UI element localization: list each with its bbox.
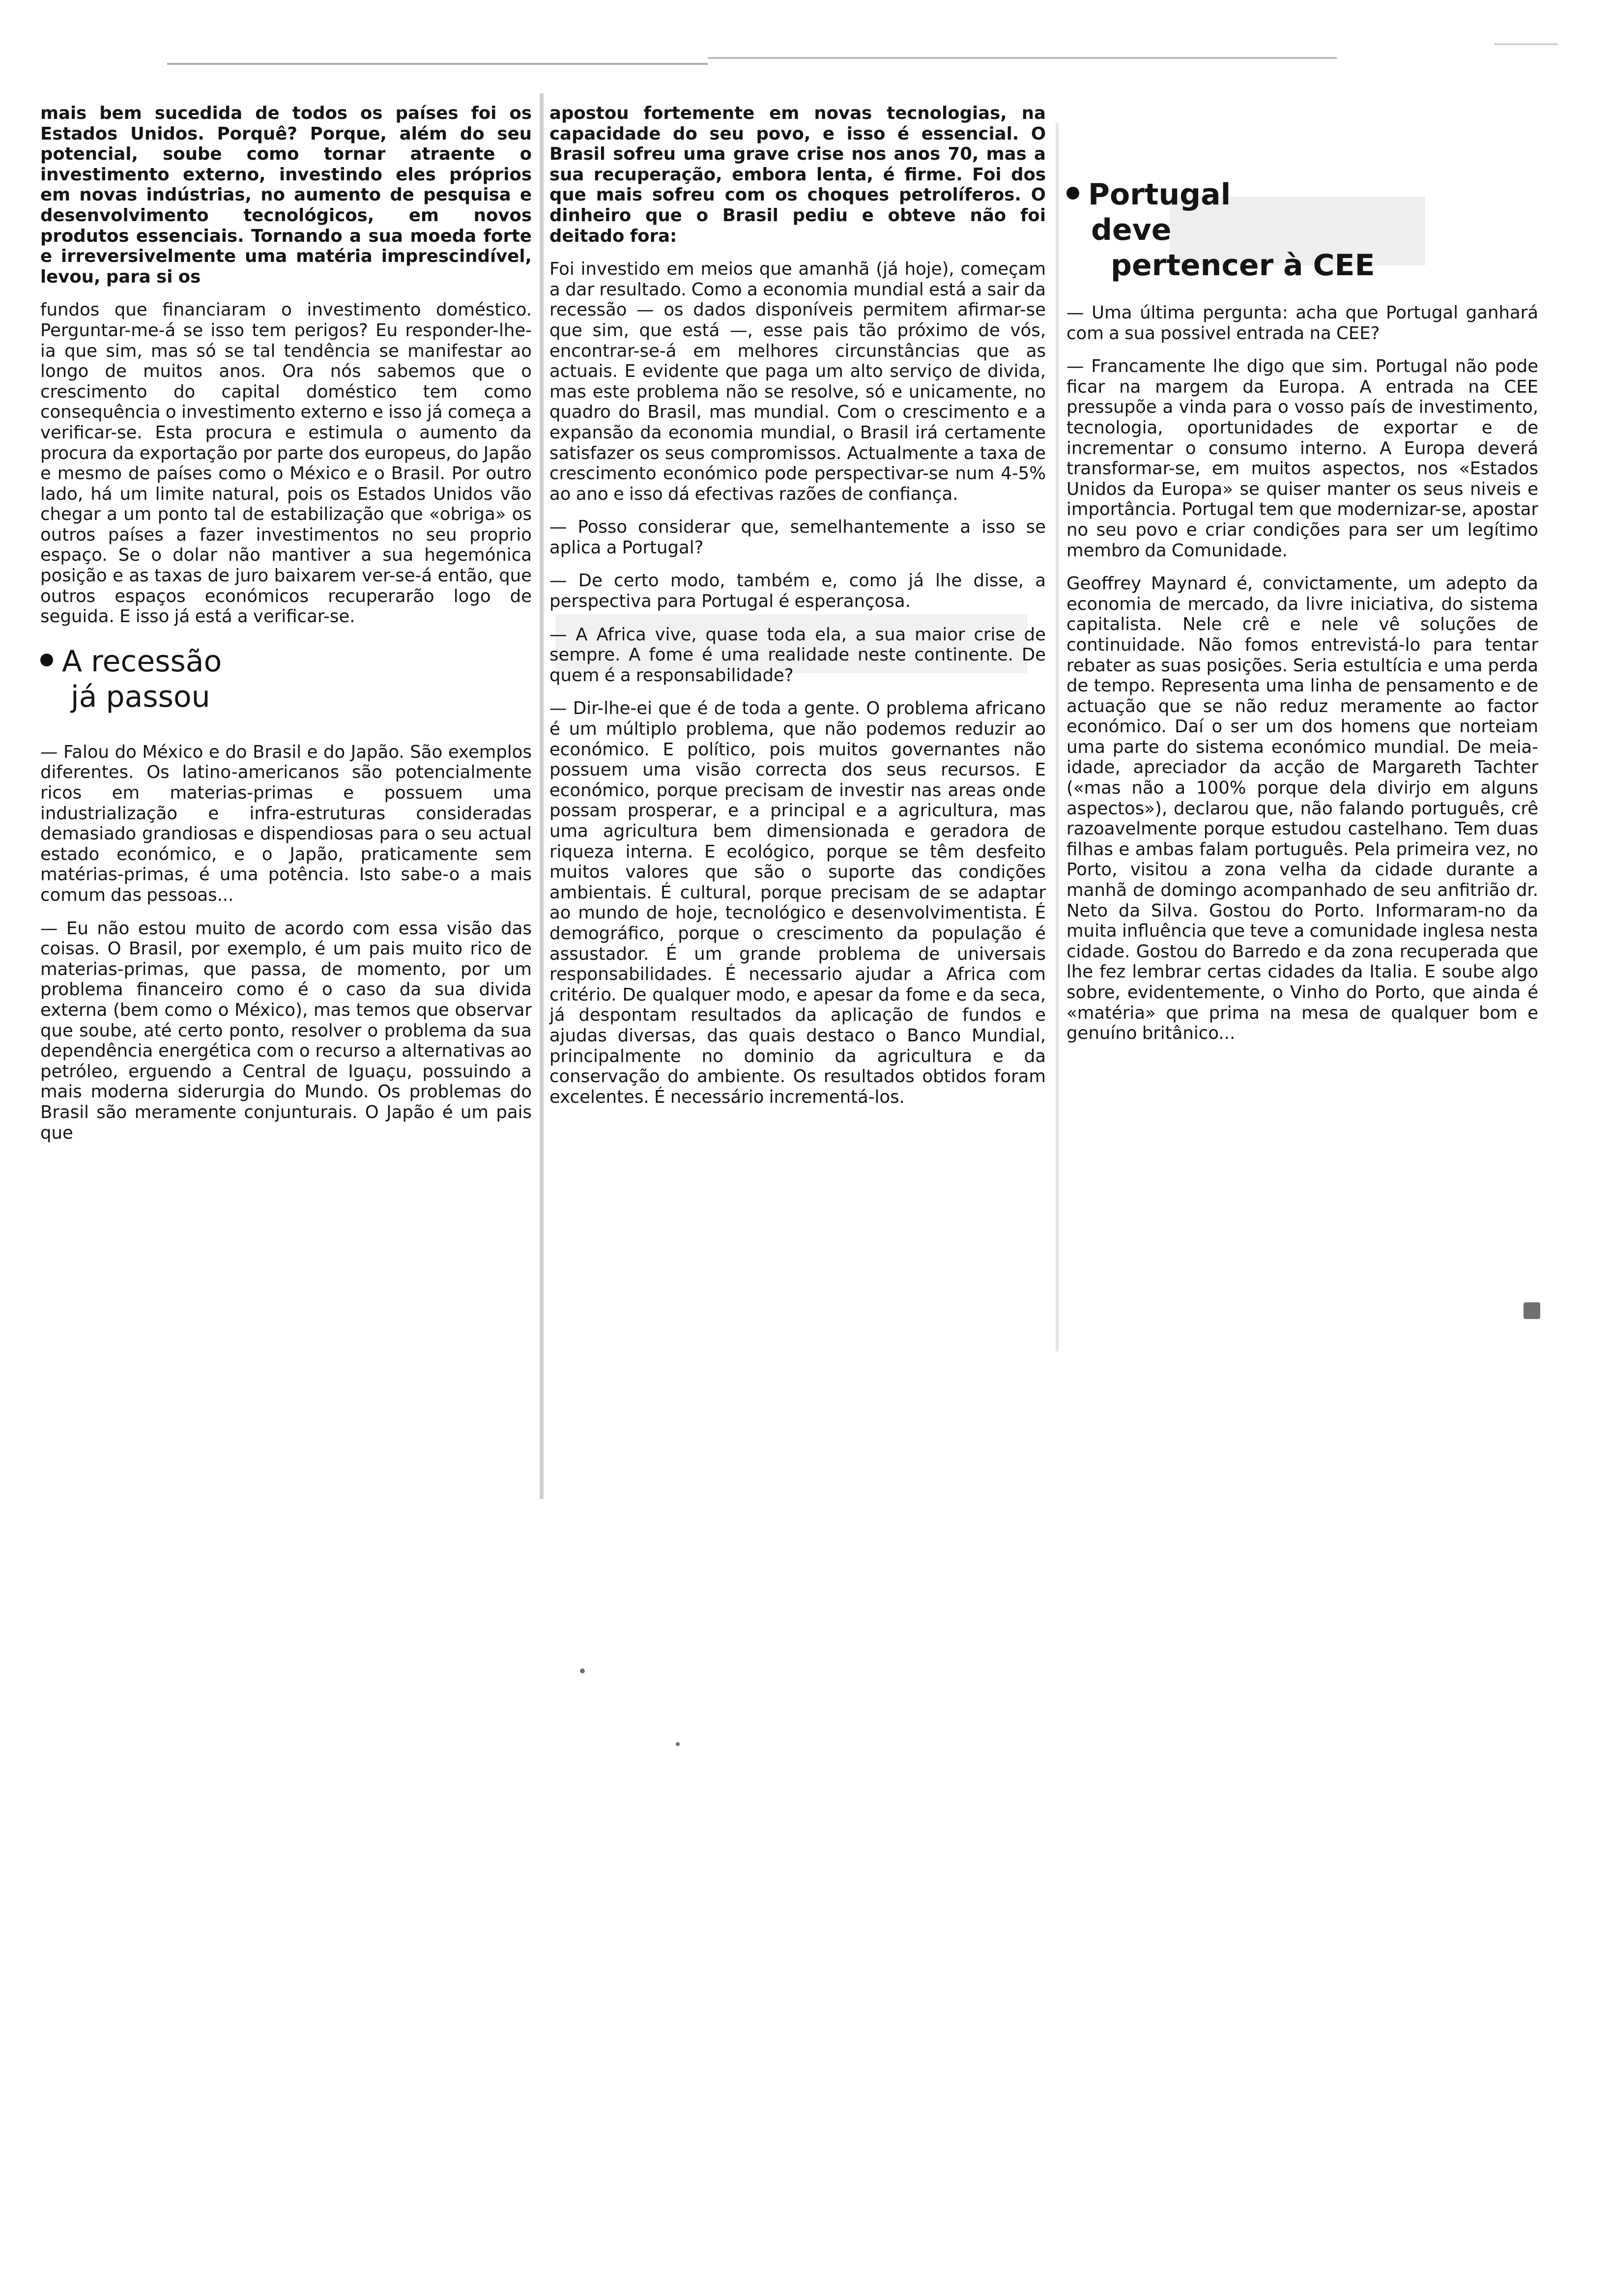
paragraph: fundos que financiaram o investimento doméstico. Perguntar-me-á se isso tem perigos? Eu responder-lhe-ia que sim, mas só se tal tendência se manifestar ao longo de muitos anos. Ora nós sabemos que o crescimento do capital doméstico tem como consequência o investimento externo e isso já começa a verificar-se. Esta procura e estimula o aumento da procura da exportação por parte dos europeus, do Japão e mesmo de países como o México e o Brasil. Por outro lado, há um limite natural, pois os Estados Unidos vão chegar a um ponto tal de estabilização que «obriga» os outros países a fazer investimentos no seu proprio espaço. Se o dolar não mantiver a sua hegemónica posição e as taxas de juro baixarem ver-se-á então, que outros espaços económicos recuperarão logo de seguida. E isso já está a verificar-se.	[40, 300, 532, 627]
paragraph: — A Africa vive, quase toda ela, a sua maior crise de sempre. A fome é uma realidade neste continente. De quem é a responsabilidade?	[549, 624, 1046, 686]
paragraph: — Uma última pergunta: acha que Portugal ganhará com a sua possivel entrada na CEE?	[1066, 303, 1538, 344]
paragraph: — Falou do México e do Brasil e do Japão. São exemplos diferentes. Os latino-americanos são potencialmente ricos em materias-primas e possuem uma industrialização e infra-estruturas consideradas demasiado grandiosas e dispendiosas para o seu actual estado económico, e o Japão, praticamente sem matérias-primas, é uma potência. Isto sabe-o a mais comum das pessoas...	[40, 742, 532, 905]
paragraph: — Posso considerar que, semelhantemente a isso se aplica a Portugal?	[549, 517, 1046, 558]
paragraph: — De certo modo, também e, como já lhe disse, a perspectiva para Portugal é esperançosa.	[549, 571, 1046, 612]
paragraph: mais bem sucedida de todos os países foi os Estados Unidos. Porquê? Porque, além do seu potencial, soube como tornar atraente o investimento externo, investindo eles próprios em novas indústrias, no aumento de pesquisa e desenvolvimento tecnológicos, em novos produtos essenciais. Tornando a sua moeda forte e irreversivelmente uma matéria imprescindível, levou, para si os	[40, 103, 532, 287]
column-2	[549, 103, 1046, 1120]
paragraph: — Francamente lhe digo que sim. Portugal não pode ficar na margem da Europa. A entrada na CEE pressupõe a vinda para o vosso país de investimento, tecnologia, oportunidades de exportar e de incrementar o consumo interno. A Europa deverá transformar-se, em muitos aspectos, nos «Estados Unidos da Europa» se quiser manter os seus niveis e importância. Portugal tem que modernizar-se, apostar no seu povo e criar condições para ser um legítimo membro da Comunidade.	[1066, 356, 1538, 561]
section-heading	[40, 644, 532, 715]
paragraph: apostou fortemente em novas tecnologias, na capacidade do seu povo, e isso é essencial. O Brasil sofreu uma grave crise nos anos 70, mas a sua recuperação, embora lenta, é firme. Foi dos que mais sofreu com os choques petrolíferos. O dinheiro que o Brasil pediu e obteve não foi deitado fora:	[549, 103, 1046, 246]
heading-line: já passou	[71, 679, 210, 714]
column-3	[1066, 177, 1538, 1057]
heading-line: A recessão	[62, 644, 222, 679]
paragraph: — Dir-lhe-ei que é de toda a gente. O problema africano é um múltiplo problema, que não podemos reduzir ao económico. E político, pois muitos governantes não possuem uma visão correcta dos seus recursos. E económico, porque precisam de investir nas areas onde possam prosperar, e a principal e a agricultura, mas uma agricultura bem dimensionada e geradora de riqueza interna. E ecológico, porque se têm desfeito muitos valores que são o suporte das condições ambientais. É cultural, porque precisam de se adaptar ao mundo de hoje, tecnológico e desenvolvimentista. É demográfico, porque o crescimento da população é assustador. É um grande problema de universais responsabilidades. É necessario ajudar a Africa com critério. De qualquer modo, e apesar da fome e da seca, já despontam resultados da aplicação de fundos e ajudas diversas, das quais destaco o Banco Mundial, principalmente no dominio da agricultura e da conservação do ambiente. Os resultados obtidos foram excelentes. É necessário incrementá-los.	[549, 698, 1046, 1107]
paragraph: Geoffrey Maynard é, convictamente, um adepto da economia de mercado, da livre iniciativa, do sistema capitalista. Nele crê e nele vê soluções de continuidade. Não fomos entrevistá-lo para tentar rebater as suas posições. Seria estultícia e uma perda de tempo. Representa uma linha de pensamento e de actuação que se não reduz meramente ao factor económico. Daí o ser um dos homens que norteiam uma parte do sistema económico mundial. De meia-idade, apreciador da acção de Margareth Tachter («mas não a 100% porque dela divirjo em alguns aspectos»), declarou que, não falando português, crê razoavelmente porque estudou castelhano. Tem duas filhas e ambas falam português. Pela primeira vez, no Porto, visitou a zona velha da cidade durante a manhã de domingo acompanhado de seu anfitrião dr. Neto da Silva. Gostou do Porto. Informaram-no da muita influência que teve a comunidade inglesa nesta cidade. Gostou do Barredo e da zona recuperada que lhe fez lembrar certas cidades da Italia. E soube algo sobre, evidentemente, o Vinho do Porto, que ainda é «matéria» que prima na mesa de qualquer bom e genuíno britânico...	[1066, 574, 1538, 1044]
bullet-icon	[1066, 187, 1079, 200]
heading-line: pertencer à CEE	[1111, 248, 1375, 283]
column-1	[40, 103, 532, 1156]
paragraph: — Eu não estou muito de acordo com essa visão das coisas. O Brasil, por exemplo, é um pais muito rico de materias-primas, que passa, de momento, por um problema financeiro como é o caso da sua divida externa (bem como o México), mas temos que observar que soube, até certo ponto, resolver o problema da sua dependência energética com o recurso a alternativas ao petróleo, erguendo a Central de Iguaçu, possuindo a mais moderna siderurgia do Mundo. Os problemas do Brasil são meramente conjunturais. O Japão é um pais que	[40, 918, 532, 1143]
bullet-icon	[40, 654, 53, 666]
section-heading	[1066, 177, 1538, 283]
heading-line: deve	[1091, 213, 1172, 247]
paragraph: Foi investido em meios que amanhã (já hoje), começam a dar resultado. Como a economia mundial está a sair da recessão — os dados disponíveis permitem afirmar-se que sim, que está —, esse pais tão próximo de vós, encontrar-se-á em melhores circunstâncias que as actuais. E evidente que paga um alto serviço de divida, mas este problema não se resolve, só e unicamente, no quadro do Brasil, mas mundial. Com o crescimento e a expansão da economia mundial, o Brasil irá certamente satisfazer os seus compromissos. Actualmente a taxa de crescimento económico pode perspectivar-se num 4-5% ao ano e isso dá efectivas razões de confiança.	[549, 259, 1046, 504]
heading-line: Portugal	[1088, 177, 1231, 212]
